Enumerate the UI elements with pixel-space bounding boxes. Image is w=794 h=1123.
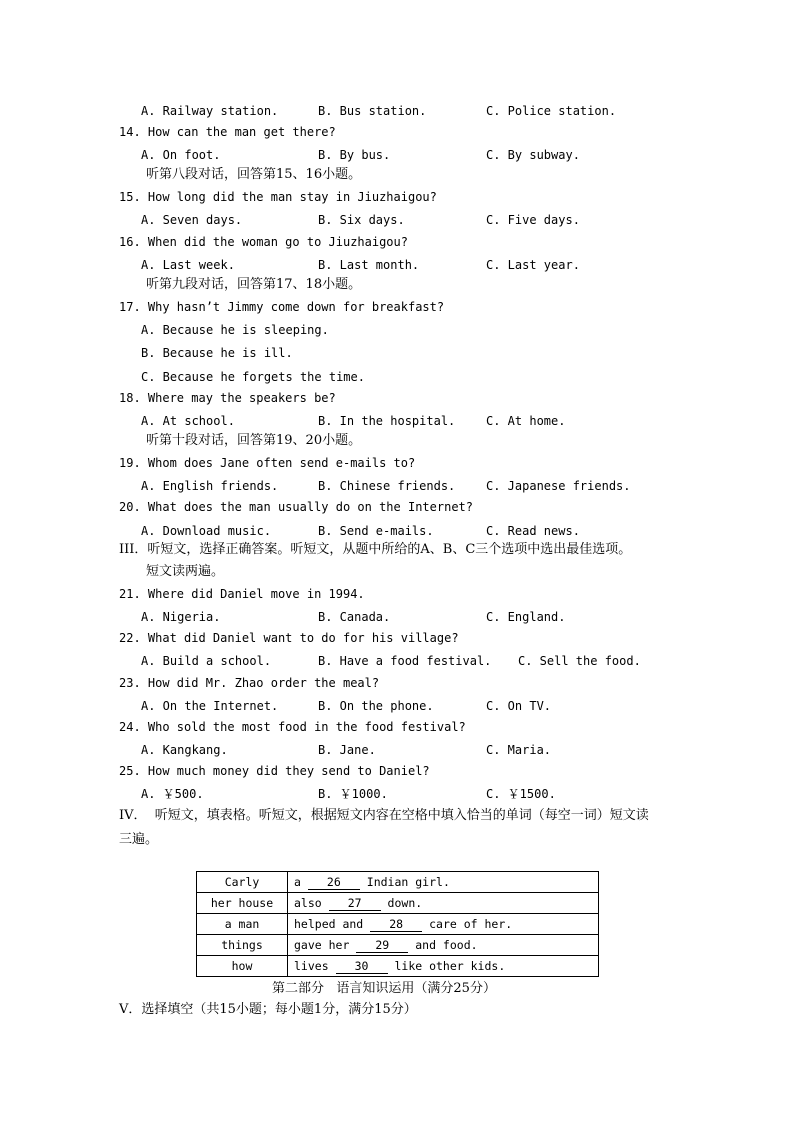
table-row bbox=[197, 956, 599, 977]
table-text: care of her. bbox=[422, 916, 513, 931]
option-a: A. Build a school. bbox=[141, 654, 272, 668]
table-value bbox=[288, 914, 599, 935]
option-a: A. Last week. bbox=[141, 258, 235, 272]
table-text: like other kids. bbox=[387, 958, 506, 973]
option-b: B. Have a food festival. bbox=[318, 654, 492, 668]
table-text: and food. bbox=[408, 937, 478, 952]
section-instruction: 听第九段对话，回答第17、18小题。 bbox=[146, 277, 362, 292]
option-a: A. Railway station. bbox=[141, 104, 279, 118]
table-row bbox=[197, 872, 599, 893]
option-c: C. ￥1500. bbox=[486, 787, 556, 801]
table-key: a man bbox=[197, 914, 288, 935]
part3-heading-cont: 短文读两遍。 bbox=[146, 564, 225, 579]
option-c: C. Because he forgets the time. bbox=[141, 370, 365, 384]
table-row bbox=[197, 893, 599, 914]
part2-heading: 第二部分 语言知识运用（满分25分） bbox=[272, 981, 496, 996]
question-16: 16. When did the woman go to Jiuzhaigou? bbox=[119, 235, 408, 249]
answer-blank[interactable]: 30 bbox=[336, 959, 388, 974]
answer-blank[interactable]: 27 bbox=[329, 896, 381, 911]
table-row bbox=[197, 935, 599, 956]
part4-heading: IV． 听短文，填表格。听短文，根据短文内容在空格中填入恰当的单词（每空一词）短文读 bbox=[119, 808, 649, 823]
table-value bbox=[288, 956, 599, 977]
option-c: C. England. bbox=[486, 610, 566, 624]
question-24: 24. Who sold the most food in the food festival? bbox=[119, 720, 466, 734]
option-a: A. At school. bbox=[141, 414, 235, 428]
option-b: B. Jane. bbox=[318, 743, 376, 757]
part5-heading: V．选择填空（共15小题；每小题1分，满分15分） bbox=[119, 1002, 417, 1017]
option-b: B. In the hospital. bbox=[318, 414, 456, 428]
option-c: C. Read news. bbox=[486, 524, 580, 538]
option-b: B. Send e-mails. bbox=[318, 524, 434, 538]
option-b: B. Canada. bbox=[318, 610, 391, 624]
option-c: C. At home. bbox=[486, 414, 566, 428]
option-a: A. On foot. bbox=[141, 148, 221, 162]
question-25: 25. How much money did they send to Daniel? bbox=[119, 764, 430, 778]
fill-in-table bbox=[196, 871, 599, 977]
question-20: 20. What does the man usually do on the Internet? bbox=[119, 500, 474, 514]
option-c: C. By subway. bbox=[486, 148, 580, 162]
part4-heading-cont: 三遍。 bbox=[119, 832, 159, 847]
option-a: A. Download music. bbox=[141, 524, 272, 538]
option-b: B. Bus station. bbox=[318, 104, 427, 118]
table-text: Indian girl. bbox=[359, 874, 450, 889]
table-text: gave her bbox=[294, 937, 357, 952]
option-c: C. Japanese friends. bbox=[486, 479, 631, 493]
question-21: 21. Where did Daniel move in 1994. bbox=[119, 587, 365, 601]
question-14: 14. How can the man get there? bbox=[119, 125, 336, 139]
section-instruction: 听第十段对话，回答第19、20小题。 bbox=[146, 433, 362, 448]
question-17: 17. Why hasn’t Jimmy come down for breakfast? bbox=[119, 300, 445, 314]
answer-blank[interactable]: 28 bbox=[370, 917, 422, 932]
answer-blank[interactable]: 26 bbox=[308, 875, 360, 890]
table-key: her house bbox=[197, 893, 288, 914]
table-text: also bbox=[294, 895, 329, 910]
option-c: C. Sell the food. bbox=[518, 654, 641, 668]
table-text: lives bbox=[294, 958, 336, 973]
table-key: Carly bbox=[197, 872, 288, 893]
option-c: C. Last year. bbox=[486, 258, 580, 272]
option-b: B. ￥1000. bbox=[318, 787, 388, 801]
option-b: B. Last month. bbox=[318, 258, 420, 272]
table-row bbox=[197, 914, 599, 935]
answer-blank[interactable]: 29 bbox=[356, 938, 408, 953]
option-b: B. Because he is ill. bbox=[141, 346, 293, 360]
table-value bbox=[288, 872, 599, 893]
question-18: 18. Where may the speakers be? bbox=[119, 391, 336, 405]
option-c: C. Police station. bbox=[486, 104, 617, 118]
option-a: A. ￥500. bbox=[141, 787, 204, 801]
table-key: things bbox=[197, 935, 288, 956]
option-a: A. Seven days. bbox=[141, 213, 243, 227]
option-a: A. Nigeria. bbox=[141, 610, 221, 624]
section-instruction: 听第八段对话，回答第15、16小题。 bbox=[146, 167, 362, 182]
option-b: B. On the phone. bbox=[318, 699, 434, 713]
table-value bbox=[288, 893, 599, 914]
table-text: a bbox=[294, 874, 308, 889]
question-22: 22. What did Daniel want to do for his village? bbox=[119, 631, 459, 645]
question-23: 23. How did Mr. Zhao order the meal? bbox=[119, 676, 380, 690]
option-c: C. Maria. bbox=[486, 743, 552, 757]
part3-heading: III．听短文，选择正确答案。听短文，从题中所给的A、B、C三个选项中选出最佳选项。 bbox=[119, 542, 632, 557]
table-value bbox=[288, 935, 599, 956]
table-key: how bbox=[197, 956, 288, 977]
option-c: C. Five days. bbox=[486, 213, 580, 227]
option-b: B. By bus. bbox=[318, 148, 391, 162]
table-text: down. bbox=[380, 895, 423, 910]
table-text: helped and bbox=[294, 916, 371, 931]
option-b: B. Chinese friends. bbox=[318, 479, 456, 493]
option-a: A. Kangkang. bbox=[141, 743, 228, 757]
option-c: C. On TV. bbox=[486, 699, 552, 713]
option-b: B. Six days. bbox=[318, 213, 405, 227]
option-a: A. Because he is sleeping. bbox=[141, 323, 329, 337]
question-15: 15. How long did the man stay in Jiuzhaigou? bbox=[119, 190, 437, 204]
option-a: A. English friends. bbox=[141, 479, 279, 493]
question-19: 19. Whom does Jane often send e-mails to? bbox=[119, 456, 416, 470]
option-a: A. On the Internet. bbox=[141, 699, 279, 713]
